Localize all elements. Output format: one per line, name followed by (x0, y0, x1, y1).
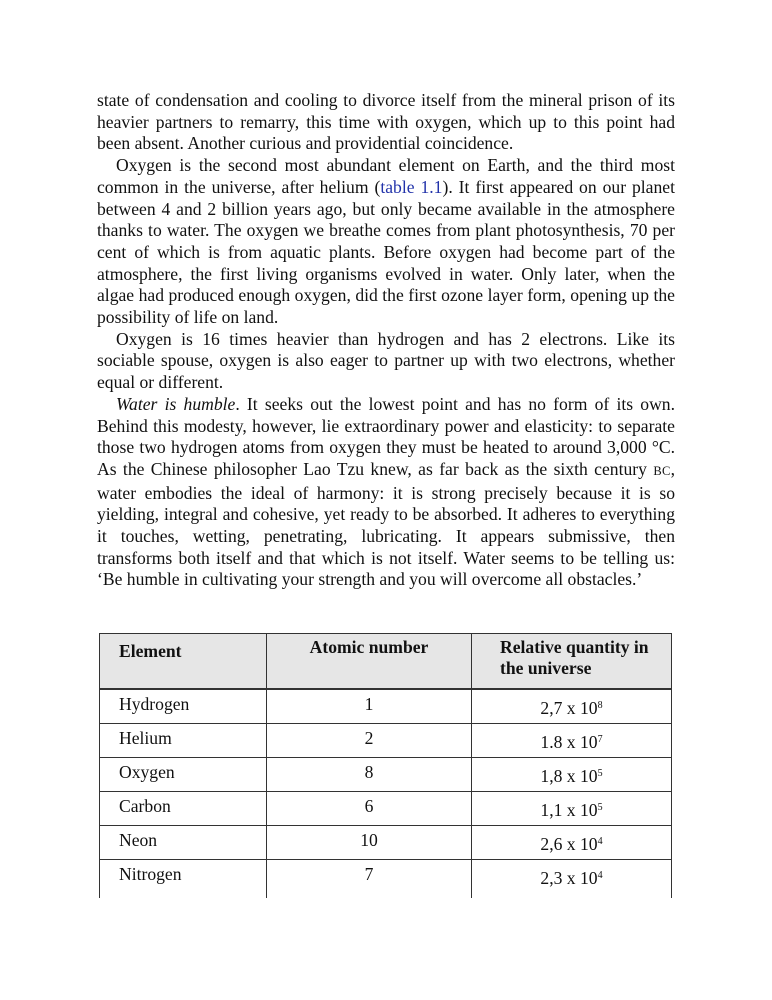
header-relative-quantity: Relative quantity in the universe (472, 634, 672, 690)
header-element: Element (100, 634, 267, 690)
table-header-row (100, 634, 672, 690)
table-reference-link[interactable]: table 1.1 (380, 176, 443, 197)
paragraph-4-emphasis: Water is humble (116, 393, 236, 414)
cell-element: Oxygen (100, 757, 267, 791)
table-row (100, 859, 672, 898)
cell-element: Neon (100, 825, 267, 859)
table-row (100, 757, 672, 791)
paragraph-2-text-a: Oxygen is the second most abundant element on Earth, and the third most common in the universe, after helium ( (97, 155, 675, 197)
paragraph-2 (97, 155, 675, 329)
cell-atomic-number: 1 (267, 689, 472, 723)
cell-element: Helium (100, 723, 267, 757)
quantity-exponent: 7 (597, 733, 603, 745)
cell-atomic-number: 10 (267, 825, 472, 859)
paragraph-4-text-a: . It seeks out the lowest point and has no form of its own. Behind this modesty, however, lie extraordinary power and elasticity: to separate those two hydrogen atoms from oxygen they must be heated to around 3,000 °C. As the Chinese philosopher Lao Tzu knew, as far back as the sixth century (97, 393, 675, 479)
cell-element: Nitrogen (100, 859, 267, 898)
small-caps-era: BC (653, 463, 671, 478)
quantity-exponent: 5 (597, 767, 603, 779)
paragraph-1: state of condensation and cooling to divorce itself from the mineral prison of its heavier partners to remarry, this time with oxygen, which up to this point had been absent. Another curious and providential coincidence. (97, 90, 675, 154)
table-row (100, 723, 672, 757)
header-atomic-number: Atomic number (267, 634, 472, 690)
paragraph-4 (97, 394, 675, 591)
cell-element: Carbon (100, 791, 267, 825)
cell-relative-quantity (472, 791, 672, 825)
quantity-mantissa: 2,7 x 10 (540, 698, 598, 718)
cell-atomic-number: 8 (267, 757, 472, 791)
quantity-mantissa: 2,6 x 10 (540, 833, 598, 854)
paragraph-2-text-b: ). It first appeared on our planet between 4 and 2 billion years ago, but only became available in the atmosphere thanks to water. The oxygen we breathe comes from plant photosynthesis, 70 per cent of which is from aquatic plants. Before oxygen had become part of the atmosphere, the first living organisms evolved in water. Only later, when the algae had produced enough oxygen, did the first ozone layer form, opening up the possibility of life on land. (97, 176, 675, 328)
cell-atomic-number: 6 (267, 791, 472, 825)
quantity-exponent: 5 (597, 801, 603, 813)
elements-table (99, 633, 672, 898)
paragraph-3: Oxygen is 16 times heavier than hydrogen and has 2 electrons. Like its sociable spouse, oxygen is also eager to partner up with two electrons, whether equal or different. (97, 328, 675, 393)
quantity-exponent: 4 (597, 869, 603, 881)
paragraph-4-text-b: , water embodies the ideal of harmony: it is strong precisely because it is so yielding, integral and cohesive, yet ready to be absorbed. It adheres to everything it touches, wetting, penetrating, lubricating. It appears submissive, then transforms both itself and that which is not itself. Water seems to be telling us: ‘Be humble in cultivating your strength and you will overcome all obstacles.’ (97, 458, 675, 590)
table-row (100, 689, 672, 723)
table-row (100, 791, 672, 825)
cell-relative-quantity (472, 859, 672, 898)
cell-relative-quantity (472, 757, 672, 791)
quantity-exponent: 8 (597, 700, 603, 711)
table-row (100, 825, 672, 859)
quantity-mantissa: 2,3 x 10 (540, 867, 598, 888)
cell-element: Hydrogen (100, 689, 267, 723)
quantity-mantissa: 1.8 x 10 (540, 731, 598, 752)
cell-relative-quantity (472, 825, 672, 859)
cell-atomic-number: 7 (267, 859, 472, 898)
quantity-mantissa: 1,1 x 10 (540, 799, 598, 820)
quantity-mantissa: 1,8 x 10 (540, 765, 598, 786)
cell-relative-quantity (472, 689, 672, 723)
cell-atomic-number: 2 (267, 723, 472, 757)
quantity-exponent: 4 (597, 835, 603, 847)
cell-relative-quantity (472, 723, 672, 757)
body-text (97, 90, 675, 591)
